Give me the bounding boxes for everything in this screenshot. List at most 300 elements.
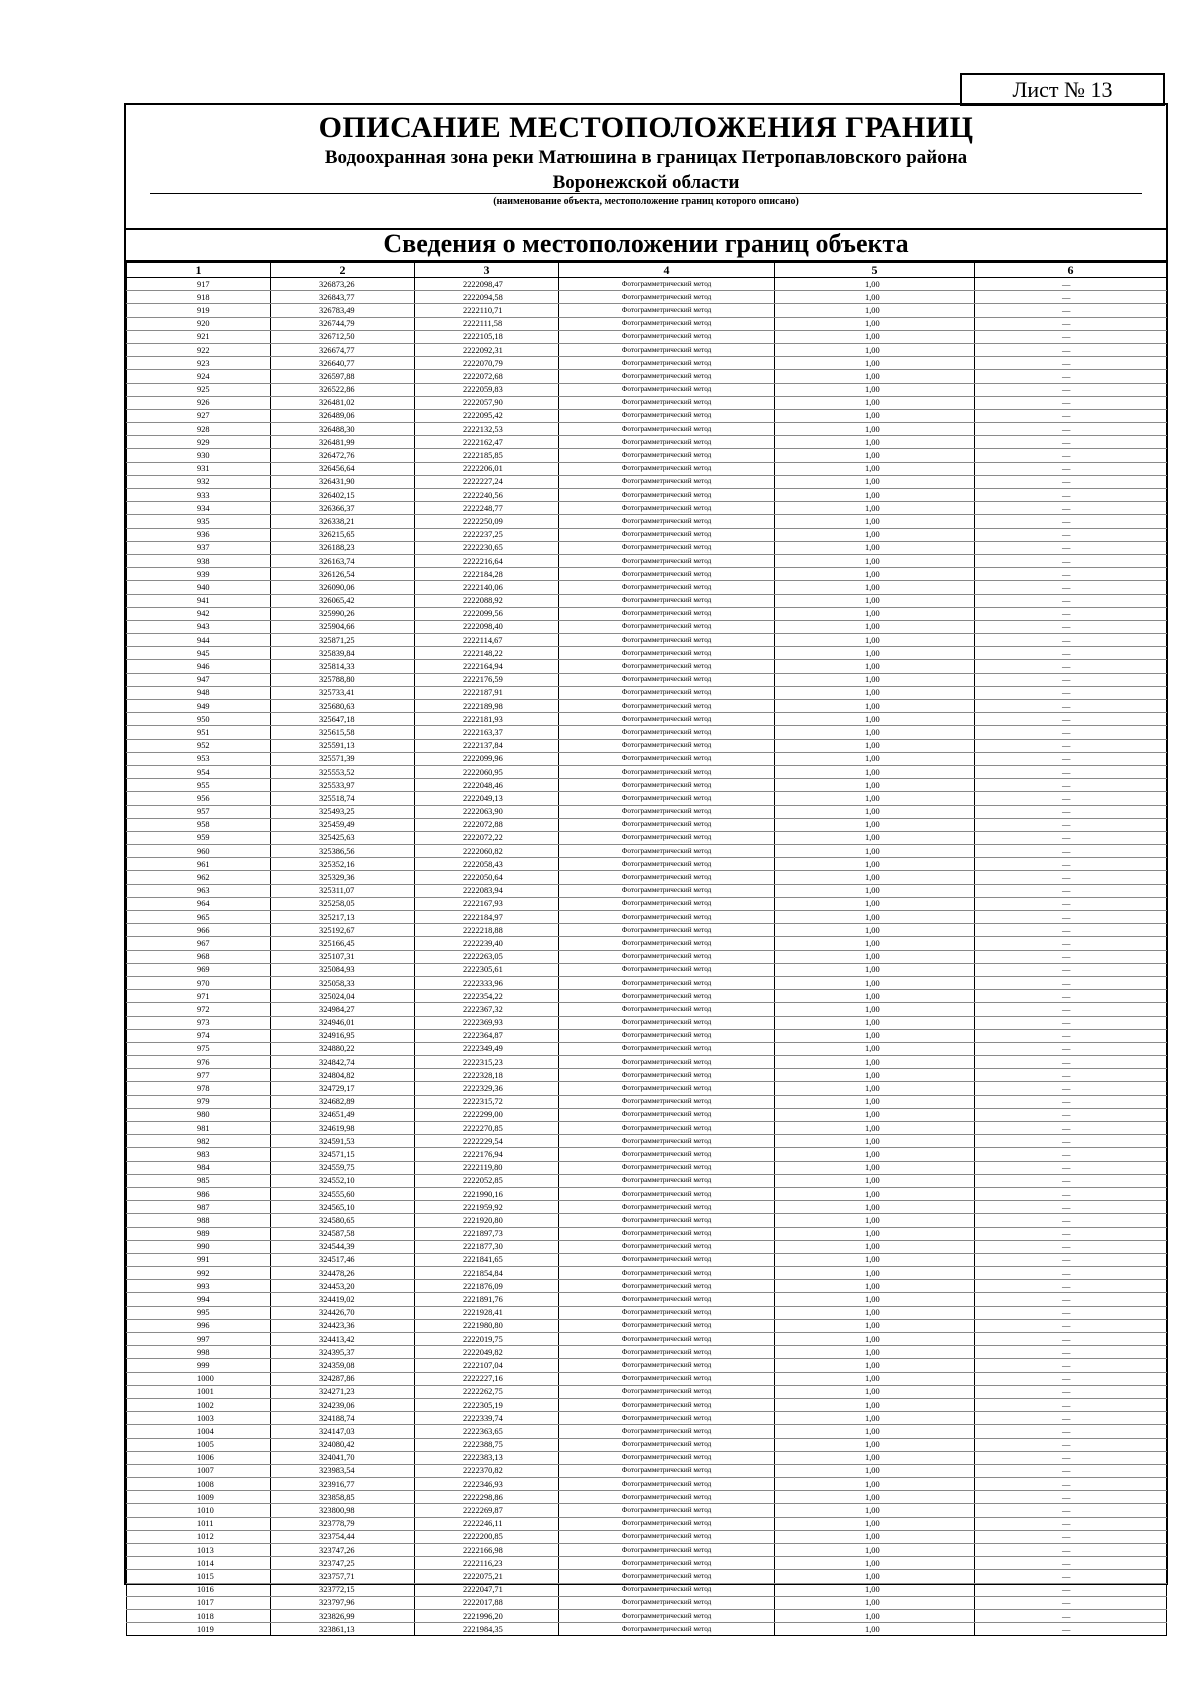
note-cell: — xyxy=(975,752,1167,765)
note-cell: — xyxy=(975,1583,1167,1596)
column-header: 2 xyxy=(271,263,415,278)
accuracy-cell: 1,00 xyxy=(775,568,975,581)
method-cell: Фотограмметрический метод xyxy=(559,726,775,739)
method-cell: Фотограмметрический метод xyxy=(559,1464,775,1477)
x-coordinate-cell: 325425,63 xyxy=(271,831,415,844)
note-cell: — xyxy=(975,739,1167,752)
point-number-cell: 1003 xyxy=(127,1412,271,1425)
accuracy-cell: 1,00 xyxy=(775,1122,975,1135)
accuracy-cell: 1,00 xyxy=(775,304,975,317)
y-coordinate-cell: 2222239,40 xyxy=(415,937,559,950)
table-row xyxy=(127,871,1167,884)
method-cell: Фотограмметрический метод xyxy=(559,462,775,475)
accuracy-cell: 1,00 xyxy=(775,1557,975,1570)
note-cell: — xyxy=(975,765,1167,778)
table-row xyxy=(127,475,1167,488)
accuracy-cell: 1,00 xyxy=(775,1398,975,1411)
point-number-cell: 919 xyxy=(127,304,271,317)
y-coordinate-cell: 2222060,95 xyxy=(415,765,559,778)
accuracy-cell: 1,00 xyxy=(775,449,975,462)
accuracy-cell: 1,00 xyxy=(775,1201,975,1214)
y-coordinate-cell: 2222070,79 xyxy=(415,357,559,370)
y-coordinate-cell: 2222185,85 xyxy=(415,449,559,462)
note-cell: — xyxy=(975,647,1167,660)
table-row xyxy=(127,647,1167,660)
x-coordinate-cell: 326489,06 xyxy=(271,409,415,422)
accuracy-cell: 1,00 xyxy=(775,792,975,805)
x-coordinate-cell: 325459,49 xyxy=(271,818,415,831)
y-coordinate-cell: 2222049,13 xyxy=(415,792,559,805)
note-cell: — xyxy=(975,1557,1167,1570)
method-cell: Фотограмметрический метод xyxy=(559,739,775,752)
note-cell: — xyxy=(975,911,1167,924)
x-coordinate-cell: 326215,65 xyxy=(271,528,415,541)
note-cell: — xyxy=(975,436,1167,449)
coordinates-table xyxy=(126,262,1167,1636)
y-coordinate-cell: 2222059,83 xyxy=(415,383,559,396)
point-number-cell: 1005 xyxy=(127,1438,271,1451)
accuracy-cell: 1,00 xyxy=(775,409,975,422)
table-row xyxy=(127,1253,1167,1266)
method-cell: Фотограмметрический метод xyxy=(559,831,775,844)
method-cell: Фотограмметрический метод xyxy=(559,1148,775,1161)
y-coordinate-cell: 2222206,01 xyxy=(415,462,559,475)
x-coordinate-cell: 326126,54 xyxy=(271,568,415,581)
table-row xyxy=(127,528,1167,541)
point-number-cell: 926 xyxy=(127,396,271,409)
x-coordinate-cell: 324239,06 xyxy=(271,1398,415,1411)
y-coordinate-cell: 2222083,94 xyxy=(415,884,559,897)
method-cell: Фотограмметрический метод xyxy=(559,976,775,989)
accuracy-cell: 1,00 xyxy=(775,436,975,449)
note-cell: — xyxy=(975,278,1167,291)
table-row xyxy=(127,1491,1167,1504)
x-coordinate-cell: 325904,66 xyxy=(271,620,415,633)
method-cell: Фотограмметрический метод xyxy=(559,884,775,897)
method-cell: Фотограмметрический метод xyxy=(559,489,775,502)
accuracy-cell: 1,00 xyxy=(775,1412,975,1425)
method-cell: Фотограмметрический метод xyxy=(559,1451,775,1464)
y-coordinate-cell: 2222227,16 xyxy=(415,1372,559,1385)
point-number-cell: 979 xyxy=(127,1095,271,1108)
accuracy-cell: 1,00 xyxy=(775,462,975,475)
point-number-cell: 937 xyxy=(127,541,271,554)
point-number-cell: 1010 xyxy=(127,1504,271,1517)
accuracy-cell: 1,00 xyxy=(775,1359,975,1372)
accuracy-cell: 1,00 xyxy=(775,713,975,726)
note-cell: — xyxy=(975,1082,1167,1095)
method-cell: Фотограмметрический метод xyxy=(559,779,775,792)
x-coordinate-cell: 324842,74 xyxy=(271,1056,415,1069)
y-coordinate-cell: 2222164,94 xyxy=(415,660,559,673)
accuracy-cell: 1,00 xyxy=(775,396,975,409)
table-row xyxy=(127,792,1167,805)
note-cell: — xyxy=(975,304,1167,317)
method-cell: Фотограмметрический метод xyxy=(559,1003,775,1016)
table-row xyxy=(127,765,1167,778)
method-cell: Фотограмметрический метод xyxy=(559,792,775,805)
table-row xyxy=(127,1372,1167,1385)
document-header xyxy=(126,105,1166,230)
point-number-cell: 992 xyxy=(127,1267,271,1280)
table-row xyxy=(127,897,1167,910)
x-coordinate-cell: 324478,26 xyxy=(271,1267,415,1280)
method-cell: Фотограмметрический метод xyxy=(559,1187,775,1200)
y-coordinate-cell: 2222240,56 xyxy=(415,489,559,502)
method-cell: Фотограмметрический метод xyxy=(559,1333,775,1346)
accuracy-cell: 1,00 xyxy=(775,1042,975,1055)
note-cell: — xyxy=(975,976,1167,989)
point-number-cell: 971 xyxy=(127,990,271,1003)
method-cell: Фотограмметрический метод xyxy=(559,660,775,673)
method-cell: Фотограмметрический метод xyxy=(559,1385,775,1398)
y-coordinate-cell: 2221996,20 xyxy=(415,1609,559,1622)
y-coordinate-cell: 2222315,72 xyxy=(415,1095,559,1108)
accuracy-cell: 1,00 xyxy=(775,1583,975,1596)
x-coordinate-cell: 325733,41 xyxy=(271,686,415,699)
method-cell: Фотограмметрический метод xyxy=(559,1095,775,1108)
x-coordinate-cell: 324591,53 xyxy=(271,1135,415,1148)
table-row xyxy=(127,818,1167,831)
y-coordinate-cell: 2222050,64 xyxy=(415,871,559,884)
table-row xyxy=(127,1003,1167,1016)
x-coordinate-cell: 324946,01 xyxy=(271,1016,415,1029)
point-number-cell: 999 xyxy=(127,1359,271,1372)
table-row xyxy=(127,1359,1167,1372)
y-coordinate-cell: 2222063,90 xyxy=(415,805,559,818)
point-number-cell: 965 xyxy=(127,911,271,924)
accuracy-cell: 1,00 xyxy=(775,673,975,686)
point-number-cell: 959 xyxy=(127,831,271,844)
x-coordinate-cell: 326481,99 xyxy=(271,436,415,449)
x-coordinate-cell: 324559,75 xyxy=(271,1161,415,1174)
note-cell: — xyxy=(975,581,1167,594)
x-coordinate-cell: 325680,63 xyxy=(271,700,415,713)
note-cell: — xyxy=(975,779,1167,792)
accuracy-cell: 1,00 xyxy=(775,581,975,594)
point-number-cell: 981 xyxy=(127,1122,271,1135)
method-cell: Фотограмметрический метод xyxy=(559,436,775,449)
column-header: 3 xyxy=(415,263,559,278)
method-cell: Фотограмметрический метод xyxy=(559,620,775,633)
point-number-cell: 957 xyxy=(127,805,271,818)
y-coordinate-cell: 2222298,86 xyxy=(415,1491,559,1504)
section-title: Сведения о местоположении границ объекта xyxy=(126,228,1166,262)
point-number-cell: 969 xyxy=(127,963,271,976)
y-coordinate-cell: 2222354,22 xyxy=(415,990,559,1003)
y-coordinate-cell: 2222218,88 xyxy=(415,924,559,937)
x-coordinate-cell: 323861,13 xyxy=(271,1623,415,1636)
table-row xyxy=(127,1346,1167,1359)
accuracy-cell: 1,00 xyxy=(775,884,975,897)
note-cell: — xyxy=(975,1319,1167,1332)
x-coordinate-cell: 323772,15 xyxy=(271,1583,415,1596)
method-cell: Фотограмметрический метод xyxy=(559,950,775,963)
table-row xyxy=(127,317,1167,330)
table-row xyxy=(127,660,1167,673)
point-number-cell: 1013 xyxy=(127,1544,271,1557)
note-cell: — xyxy=(975,726,1167,739)
point-number-cell: 966 xyxy=(127,924,271,937)
note-cell: — xyxy=(975,554,1167,567)
method-cell: Фотограмметрический метод xyxy=(559,409,775,422)
x-coordinate-cell: 326065,42 xyxy=(271,594,415,607)
x-coordinate-cell: 324555,60 xyxy=(271,1187,415,1200)
accuracy-cell: 1,00 xyxy=(775,937,975,950)
method-cell: Фотограмметрический метод xyxy=(559,1557,775,1570)
method-cell: Фотограмметрический метод xyxy=(559,1161,775,1174)
note-cell: — xyxy=(975,1530,1167,1543)
accuracy-cell: 1,00 xyxy=(775,845,975,858)
y-coordinate-cell: 2221984,35 xyxy=(415,1623,559,1636)
method-cell: Фотограмметрический метод xyxy=(559,1609,775,1622)
note-cell: — xyxy=(975,409,1167,422)
x-coordinate-cell: 325553,52 xyxy=(271,765,415,778)
y-coordinate-cell: 2222137,84 xyxy=(415,739,559,752)
sheet-number: Лист № 13 xyxy=(1012,77,1113,102)
accuracy-cell: 1,00 xyxy=(775,634,975,647)
table-body xyxy=(127,278,1167,1636)
y-coordinate-cell: 2222098,47 xyxy=(415,278,559,291)
point-number-cell: 980 xyxy=(127,1108,271,1121)
method-cell: Фотограмметрический метод xyxy=(559,765,775,778)
table-row xyxy=(127,1082,1167,1095)
method-cell: Фотограмметрический метод xyxy=(559,673,775,686)
y-coordinate-cell: 2222349,49 xyxy=(415,1042,559,1055)
note-cell: — xyxy=(975,1333,1167,1346)
point-number-cell: 975 xyxy=(127,1042,271,1055)
y-coordinate-cell: 2222162,47 xyxy=(415,436,559,449)
point-number-cell: 955 xyxy=(127,779,271,792)
table-row xyxy=(127,1161,1167,1174)
accuracy-cell: 1,00 xyxy=(775,1517,975,1530)
point-number-cell: 978 xyxy=(127,1082,271,1095)
point-number-cell: 929 xyxy=(127,436,271,449)
y-coordinate-cell: 2222227,24 xyxy=(415,475,559,488)
method-cell: Фотограмметрический метод xyxy=(559,1029,775,1042)
point-number-cell: 918 xyxy=(127,291,271,304)
x-coordinate-cell: 326431,90 xyxy=(271,475,415,488)
point-number-cell: 997 xyxy=(127,1333,271,1346)
point-number-cell: 920 xyxy=(127,317,271,330)
x-coordinate-cell: 325788,80 xyxy=(271,673,415,686)
y-coordinate-cell: 2221897,73 xyxy=(415,1227,559,1240)
note-cell: — xyxy=(975,1174,1167,1187)
accuracy-cell: 1,00 xyxy=(775,1240,975,1253)
table-row xyxy=(127,462,1167,475)
x-coordinate-cell: 326090,06 xyxy=(271,581,415,594)
method-cell: Фотограмметрический метод xyxy=(559,1056,775,1069)
note-cell: — xyxy=(975,383,1167,396)
accuracy-cell: 1,00 xyxy=(775,1478,975,1491)
accuracy-cell: 1,00 xyxy=(775,528,975,541)
y-coordinate-cell: 2222114,67 xyxy=(415,634,559,647)
note-cell: — xyxy=(975,700,1167,713)
note-cell: — xyxy=(975,620,1167,633)
table-row xyxy=(127,1174,1167,1187)
table-row xyxy=(127,1016,1167,1029)
table-row xyxy=(127,1267,1167,1280)
accuracy-cell: 1,00 xyxy=(775,1333,975,1346)
y-coordinate-cell: 2222184,97 xyxy=(415,911,559,924)
table-row xyxy=(127,884,1167,897)
note-cell: — xyxy=(975,1596,1167,1609)
point-number-cell: 960 xyxy=(127,845,271,858)
note-cell: — xyxy=(975,1003,1167,1016)
y-coordinate-cell: 2222132,53 xyxy=(415,423,559,436)
accuracy-cell: 1,00 xyxy=(775,805,975,818)
method-cell: Фотограмметрический метод xyxy=(559,278,775,291)
note-cell: — xyxy=(975,713,1167,726)
point-number-cell: 996 xyxy=(127,1319,271,1332)
x-coordinate-cell: 325217,13 xyxy=(271,911,415,924)
accuracy-cell: 1,00 xyxy=(775,897,975,910)
table-row xyxy=(127,396,1167,409)
table-row xyxy=(127,739,1167,752)
x-coordinate-cell: 326783,49 xyxy=(271,304,415,317)
x-coordinate-cell: 326674,77 xyxy=(271,343,415,356)
note-cell: — xyxy=(975,1227,1167,1240)
method-cell: Фотограмметрический метод xyxy=(559,502,775,515)
method-cell: Фотограмметрический метод xyxy=(559,528,775,541)
method-cell: Фотограмметрический метод xyxy=(559,357,775,370)
accuracy-cell: 1,00 xyxy=(775,1544,975,1557)
y-coordinate-cell: 2222167,93 xyxy=(415,897,559,910)
note-cell: — xyxy=(975,1623,1167,1636)
point-number-cell: 1008 xyxy=(127,1478,271,1491)
accuracy-cell: 1,00 xyxy=(775,291,975,304)
accuracy-cell: 1,00 xyxy=(775,1280,975,1293)
table-row xyxy=(127,489,1167,502)
y-coordinate-cell: 2222047,71 xyxy=(415,1583,559,1596)
accuracy-cell: 1,00 xyxy=(775,343,975,356)
point-number-cell: 961 xyxy=(127,858,271,871)
table-row xyxy=(127,581,1167,594)
note-cell: — xyxy=(975,1253,1167,1266)
accuracy-cell: 1,00 xyxy=(775,1464,975,1477)
note-cell: — xyxy=(975,1504,1167,1517)
accuracy-cell: 1,00 xyxy=(775,1161,975,1174)
note-cell: — xyxy=(975,462,1167,475)
accuracy-cell: 1,00 xyxy=(775,686,975,699)
y-coordinate-cell: 2222072,22 xyxy=(415,831,559,844)
table-row xyxy=(127,1451,1167,1464)
note-cell: — xyxy=(975,1491,1167,1504)
accuracy-cell: 1,00 xyxy=(775,1372,975,1385)
y-coordinate-cell: 2222305,61 xyxy=(415,963,559,976)
y-coordinate-cell: 2222237,25 xyxy=(415,528,559,541)
table-row xyxy=(127,1201,1167,1214)
table-row xyxy=(127,1029,1167,1042)
method-cell: Фотограмметрический метод xyxy=(559,1583,775,1596)
point-number-cell: 939 xyxy=(127,568,271,581)
method-cell: Фотограмметрический метод xyxy=(559,1253,775,1266)
table-row xyxy=(127,1148,1167,1161)
x-coordinate-cell: 326640,77 xyxy=(271,357,415,370)
method-cell: Фотограмметрический метод xyxy=(559,1623,775,1636)
accuracy-cell: 1,00 xyxy=(775,1609,975,1622)
note-cell: — xyxy=(975,1385,1167,1398)
point-number-cell: 927 xyxy=(127,409,271,422)
point-number-cell: 985 xyxy=(127,1174,271,1187)
table-row xyxy=(127,1530,1167,1543)
x-coordinate-cell: 326597,88 xyxy=(271,370,415,383)
accuracy-cell: 1,00 xyxy=(775,1293,975,1306)
point-number-cell: 962 xyxy=(127,871,271,884)
table-row xyxy=(127,1240,1167,1253)
accuracy-cell: 1,00 xyxy=(775,1385,975,1398)
y-coordinate-cell: 2222229,54 xyxy=(415,1135,559,1148)
note-cell: — xyxy=(975,1095,1167,1108)
x-coordinate-cell: 326488,30 xyxy=(271,423,415,436)
point-number-cell: 956 xyxy=(127,792,271,805)
method-cell: Фотограмметрический метод xyxy=(559,805,775,818)
accuracy-cell: 1,00 xyxy=(775,541,975,554)
method-cell: Фотограмметрический метод xyxy=(559,1174,775,1187)
point-number-cell: 964 xyxy=(127,897,271,910)
method-cell: Фотограмметрический метод xyxy=(559,1069,775,1082)
point-number-cell: 944 xyxy=(127,634,271,647)
point-number-cell: 922 xyxy=(127,343,271,356)
note-cell: — xyxy=(975,1478,1167,1491)
y-coordinate-cell: 2222346,93 xyxy=(415,1478,559,1491)
point-number-cell: 932 xyxy=(127,475,271,488)
table-row xyxy=(127,1108,1167,1121)
x-coordinate-cell: 323858,85 xyxy=(271,1491,415,1504)
note-cell: — xyxy=(975,541,1167,554)
table-row xyxy=(127,1438,1167,1451)
point-number-cell: 952 xyxy=(127,739,271,752)
x-coordinate-cell: 324147,03 xyxy=(271,1425,415,1438)
table-row xyxy=(127,1122,1167,1135)
x-coordinate-cell: 324453,20 xyxy=(271,1280,415,1293)
x-coordinate-cell: 323800,98 xyxy=(271,1504,415,1517)
point-number-cell: 933 xyxy=(127,489,271,502)
y-coordinate-cell: 2222370,82 xyxy=(415,1464,559,1477)
x-coordinate-cell: 326188,23 xyxy=(271,541,415,554)
y-coordinate-cell: 2221990,16 xyxy=(415,1187,559,1200)
note-cell: — xyxy=(975,897,1167,910)
y-coordinate-cell: 2222099,56 xyxy=(415,607,559,620)
x-coordinate-cell: 324571,15 xyxy=(271,1148,415,1161)
accuracy-cell: 1,00 xyxy=(775,1451,975,1464)
table-row xyxy=(127,1280,1167,1293)
accuracy-cell: 1,00 xyxy=(775,1108,975,1121)
y-coordinate-cell: 2222270,85 xyxy=(415,1122,559,1135)
note-cell: — xyxy=(975,330,1167,343)
point-number-cell: 935 xyxy=(127,515,271,528)
method-cell: Фотограмметрический метод xyxy=(559,858,775,871)
table-row xyxy=(127,1583,1167,1596)
point-number-cell: 984 xyxy=(127,1161,271,1174)
table-row xyxy=(127,1425,1167,1438)
accuracy-cell: 1,00 xyxy=(775,818,975,831)
x-coordinate-cell: 325352,16 xyxy=(271,858,415,871)
note-cell: — xyxy=(975,924,1167,937)
x-coordinate-cell: 326402,15 xyxy=(271,489,415,502)
point-number-cell: 974 xyxy=(127,1029,271,1042)
accuracy-cell: 1,00 xyxy=(775,1135,975,1148)
note-cell: — xyxy=(975,1398,1167,1411)
method-cell: Фотограмметрический метод xyxy=(559,383,775,396)
method-cell: Фотограмметрический метод xyxy=(559,1016,775,1029)
x-coordinate-cell: 323826,99 xyxy=(271,1609,415,1622)
table-header-row xyxy=(127,263,1167,278)
x-coordinate-cell: 324552,10 xyxy=(271,1174,415,1187)
method-cell: Фотограмметрический метод xyxy=(559,1201,775,1214)
point-number-cell: 1015 xyxy=(127,1570,271,1583)
y-coordinate-cell: 2222248,77 xyxy=(415,502,559,515)
